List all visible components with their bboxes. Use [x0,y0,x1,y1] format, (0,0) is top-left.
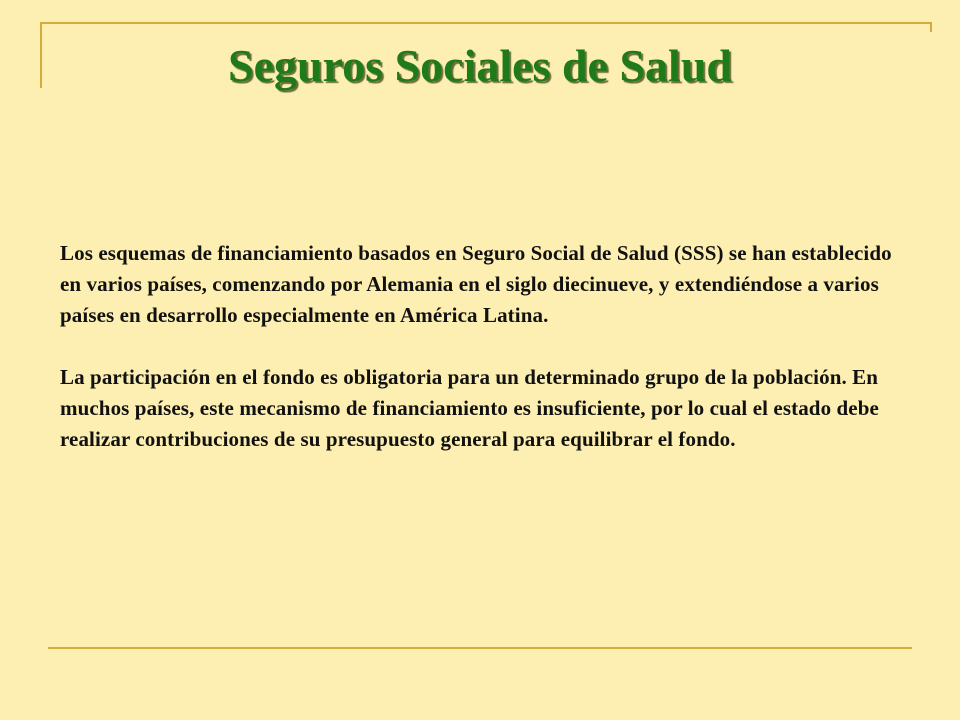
top-right-tick [930,22,932,32]
top-horizontal-rule [40,22,932,24]
paragraph-1: Los esquemas de financiamiento basados en Seguro Social de Salud (SSS) se han establecido en varios países, comenzando por Alemania en el siglo diecinueve, y extendiéndose a varios países en desarrollo especialmente en América Latina. [60,241,892,327]
slide-body [60,238,910,455]
slide-title: Seguros Sociales de Salud [228,40,732,91]
paragraph-2: La participación en el fondo es obligatoria para un determinado grupo de la población. En muchos países, este mecanismo de financiamiento es insuficiente, por lo cual el estado debe realizar contribuciones de su presupuesto general para equilibrar el fondo. [60,365,879,451]
bottom-horizontal-rule [48,647,912,649]
